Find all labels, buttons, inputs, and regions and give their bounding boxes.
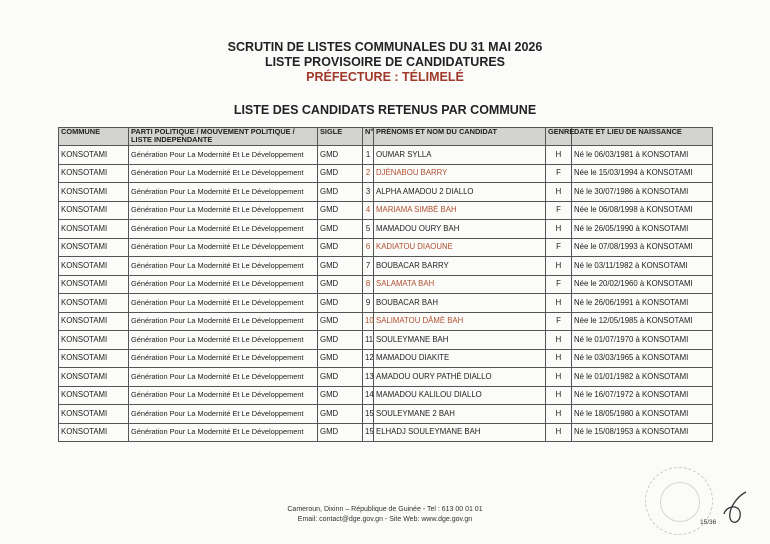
cell-naissance: Né le 26/05/1990 à KONSOTAMI: [572, 220, 713, 239]
table-row: [59, 423, 713, 442]
cell-commune: KONSOTAMI: [59, 349, 129, 368]
cell-parti: Génération Pour La Modernité Et Le Développement: [129, 423, 318, 442]
cell-genre: F: [546, 164, 572, 183]
cell-sigle: GMD: [318, 257, 363, 276]
cell-nom: OUMAR SYLLA: [374, 146, 546, 165]
cell-naissance: Né le 01/01/1982 à KONSOTAMI: [572, 368, 713, 387]
candidates-table: [58, 127, 713, 442]
table-row: [59, 146, 713, 165]
cell-genre: H: [546, 183, 572, 202]
cell-num: 1: [363, 146, 374, 165]
cell-parti: Génération Pour La Modernité Et Le Développement: [129, 201, 318, 220]
cell-nom: BOUBACAR BAH: [374, 294, 546, 313]
cell-sigle: GMD: [318, 349, 363, 368]
cell-sigle: GMD: [318, 312, 363, 331]
cell-commune: KONSOTAMI: [59, 257, 129, 276]
cell-commune: KONSOTAMI: [59, 294, 129, 313]
cell-naissance: Né le 26/06/1991 à KONSOTAMI: [572, 294, 713, 313]
table-row: [59, 349, 713, 368]
cell-num: 5: [363, 220, 374, 239]
cell-nom: MAMADOU DIAKITE: [374, 349, 546, 368]
cell-genre: H: [546, 257, 572, 276]
cell-num: 9: [363, 294, 374, 313]
table-row: [59, 201, 713, 220]
cell-naissance: Né le 01/07/1970 à KONSOTAMI: [572, 331, 713, 350]
cell-genre: F: [546, 312, 572, 331]
document-header: [0, 40, 770, 85]
cell-num: 8: [363, 275, 374, 294]
cell-sigle: GMD: [318, 405, 363, 424]
column-header-commune: COMMUNE: [59, 128, 129, 146]
cell-parti: Génération Pour La Modernité Et Le Développement: [129, 331, 318, 350]
footer-address: Cameroun, Dixinn – République de Guinée - Tel : 613 00 01 01: [287, 506, 483, 513]
cell-naissance: Né le 30/07/1986 à KONSOTAMI: [572, 183, 713, 202]
cell-parti: Génération Pour La Modernité Et Le Développement: [129, 146, 318, 165]
cell-naissance: Né le 15/08/1953 à KONSOTAMI: [572, 423, 713, 442]
table-body: [59, 146, 713, 442]
cell-parti: Génération Pour La Modernité Et Le Développement: [129, 275, 318, 294]
cell-genre: H: [546, 386, 572, 405]
cell-sigle: GMD: [318, 386, 363, 405]
cell-num: 13: [363, 368, 374, 387]
cell-commune: KONSOTAMI: [59, 423, 129, 442]
cell-sigle: GMD: [318, 238, 363, 257]
prefecture-title: PRÉFECTURE : TÉLIMELÉ: [306, 70, 464, 84]
page-number: 15/36: [700, 519, 717, 526]
cell-commune: KONSOTAMI: [59, 312, 129, 331]
cell-sigle: GMD: [318, 164, 363, 183]
cell-nom: MAMADOU KALILOU DIALLO: [374, 386, 546, 405]
cell-genre: F: [546, 201, 572, 220]
cell-num: 15: [363, 423, 374, 442]
cell-nom: DJÉNABOU BARRY: [374, 164, 546, 183]
cell-genre: H: [546, 146, 572, 165]
cell-nom: ELHADJ SOULEYMANE BAH: [374, 423, 546, 442]
cell-nom: SALAMATA BAH: [374, 275, 546, 294]
cell-commune: KONSOTAMI: [59, 146, 129, 165]
cell-naissance: Né le 16/07/1972 à KONSOTAMI: [572, 386, 713, 405]
cell-nom: MAMADOU OURY BAH: [374, 220, 546, 239]
cell-num: 11: [363, 331, 374, 350]
cell-genre: H: [546, 405, 572, 424]
title-line-2: LISTE PROVISOIRE DE CANDIDATURES: [264, 55, 506, 69]
cell-genre: F: [546, 238, 572, 257]
cell-genre: H: [546, 423, 572, 442]
cell-sigle: GMD: [318, 368, 363, 387]
column-header-nom: PRÉNOMS ET NOM DU CANDIDAT: [374, 128, 546, 146]
table-row: [59, 405, 713, 424]
cell-commune: KONSOTAMI: [59, 183, 129, 202]
cell-sigle: GMD: [318, 275, 363, 294]
cell-sigle: GMD: [318, 423, 363, 442]
cell-commune: KONSOTAMI: [59, 201, 129, 220]
column-header-genre: GENRE: [546, 128, 572, 146]
table-row: [59, 331, 713, 350]
cell-parti: Génération Pour La Modernité Et Le Développement: [129, 294, 318, 313]
cell-sigle: GMD: [318, 146, 363, 165]
cell-parti: Génération Pour La Modernité Et Le Développement: [129, 312, 318, 331]
table-row: [59, 386, 713, 405]
cell-num: 12: [363, 349, 374, 368]
cell-sigle: GMD: [318, 331, 363, 350]
column-header-parti: PARTI POLITIQUE / MOUVEMENT POLITIQUE / LISTE INDEPENDANTE: [129, 128, 318, 146]
footer-contact: Email: contact@dge.gov.gn - Site Web: www.dge.gov.gn: [297, 516, 473, 523]
cell-genre: H: [546, 294, 572, 313]
cell-commune: KONSOTAMI: [59, 275, 129, 294]
cell-nom: ALPHA AMADOU 2 DIALLO: [374, 183, 546, 202]
column-header-naissance: DATE ET LIEU DE NAISSANCE: [572, 128, 713, 146]
cell-sigle: GMD: [318, 201, 363, 220]
signature: [720, 488, 752, 528]
table-header-row: [59, 128, 713, 146]
cell-parti: Génération Pour La Modernité Et Le Développement: [129, 386, 318, 405]
cell-commune: KONSOTAMI: [59, 405, 129, 424]
cell-genre: F: [546, 275, 572, 294]
cell-genre: H: [546, 368, 572, 387]
cell-nom: KADIATOU DIAOUNE: [374, 238, 546, 257]
cell-sigle: GMD: [318, 294, 363, 313]
cell-sigle: GMD: [318, 183, 363, 202]
cell-sigle: GMD: [318, 220, 363, 239]
cell-parti: Génération Pour La Modernité Et Le Développement: [129, 368, 318, 387]
cell-naissance: Née le 12/05/1985 à KONSOTAMI: [572, 312, 713, 331]
table-row: [59, 220, 713, 239]
cell-num: 7: [363, 257, 374, 276]
cell-parti: Génération Pour La Modernité Et Le Développement: [129, 164, 318, 183]
cell-parti: Génération Pour La Modernité Et Le Développement: [129, 257, 318, 276]
cell-num: 3: [363, 183, 374, 202]
cell-genre: H: [546, 349, 572, 368]
cell-parti: Génération Pour La Modernité Et Le Développement: [129, 183, 318, 202]
cell-commune: KONSOTAMI: [59, 220, 129, 239]
cell-num: 10: [363, 312, 374, 331]
cell-nom: MARIAMA SIMBÉ BAH: [374, 201, 546, 220]
cell-num: 15: [363, 405, 374, 424]
cell-naissance: Née le 07/08/1993 à KONSOTAMI: [572, 238, 713, 257]
cell-commune: KONSOTAMI: [59, 331, 129, 350]
title-line-1: SCRUTIN DE LISTES COMMUNALES DU 31 MAI 2026: [227, 40, 543, 54]
cell-num: 2: [363, 164, 374, 183]
cell-naissance: Née le 06/08/1998 à KONSOTAMI: [572, 201, 713, 220]
table-row: [59, 275, 713, 294]
cell-commune: KONSOTAMI: [59, 386, 129, 405]
cell-naissance: Née le 15/03/1994 à KONSOTAMI: [572, 164, 713, 183]
column-header-num: N°: [363, 128, 374, 146]
cell-parti: Génération Pour La Modernité Et Le Développement: [129, 220, 318, 239]
cell-parti: Génération Pour La Modernité Et Le Développement: [129, 349, 318, 368]
cell-nom: BOUBACAR BARRY: [374, 257, 546, 276]
cell-nom: SALIMATOU DÂMÈ BAH: [374, 312, 546, 331]
table-row: [59, 183, 713, 202]
table-row: [59, 238, 713, 257]
section-subtitle: LISTE DES CANDIDATS RETENUS PAR COMMUNE: [233, 103, 537, 117]
table-row: [59, 368, 713, 387]
cell-parti: Génération Pour La Modernité Et Le Développement: [129, 238, 318, 257]
cell-num: 6: [363, 238, 374, 257]
cell-commune: KONSOTAMI: [59, 238, 129, 257]
cell-commune: KONSOTAMI: [59, 164, 129, 183]
cell-nom: SOULEYMANE BAH: [374, 331, 546, 350]
cell-naissance: Née le 20/02/1960 à KONSOTAMI: [572, 275, 713, 294]
cell-naissance: Né le 06/03/1981 à KONSOTAMI: [572, 146, 713, 165]
table-row: [59, 294, 713, 313]
column-header-sigle: SIGLE: [318, 128, 363, 146]
stamp-emblem: [660, 482, 700, 522]
table-row: [59, 257, 713, 276]
cell-parti: Génération Pour La Modernité Et Le Développement: [129, 405, 318, 424]
cell-genre: H: [546, 220, 572, 239]
table-row: [59, 164, 713, 183]
cell-commune: KONSOTAMI: [59, 368, 129, 387]
cell-nom: AMADOU OURY PATHÉ DIALLO: [374, 368, 546, 387]
cell-num: 14: [363, 386, 374, 405]
cell-naissance: Né le 03/03/1965 à KONSOTAMI: [572, 349, 713, 368]
cell-naissance: Né le 03/11/1982 à KONSOTAMI: [572, 257, 713, 276]
cell-nom: SOULEYMANE 2 BAH: [374, 405, 546, 424]
cell-naissance: Né le 18/05/1980 à KONSOTAMI: [572, 405, 713, 424]
table-row: [59, 312, 713, 331]
cell-genre: H: [546, 331, 572, 350]
cell-num: 4: [363, 201, 374, 220]
